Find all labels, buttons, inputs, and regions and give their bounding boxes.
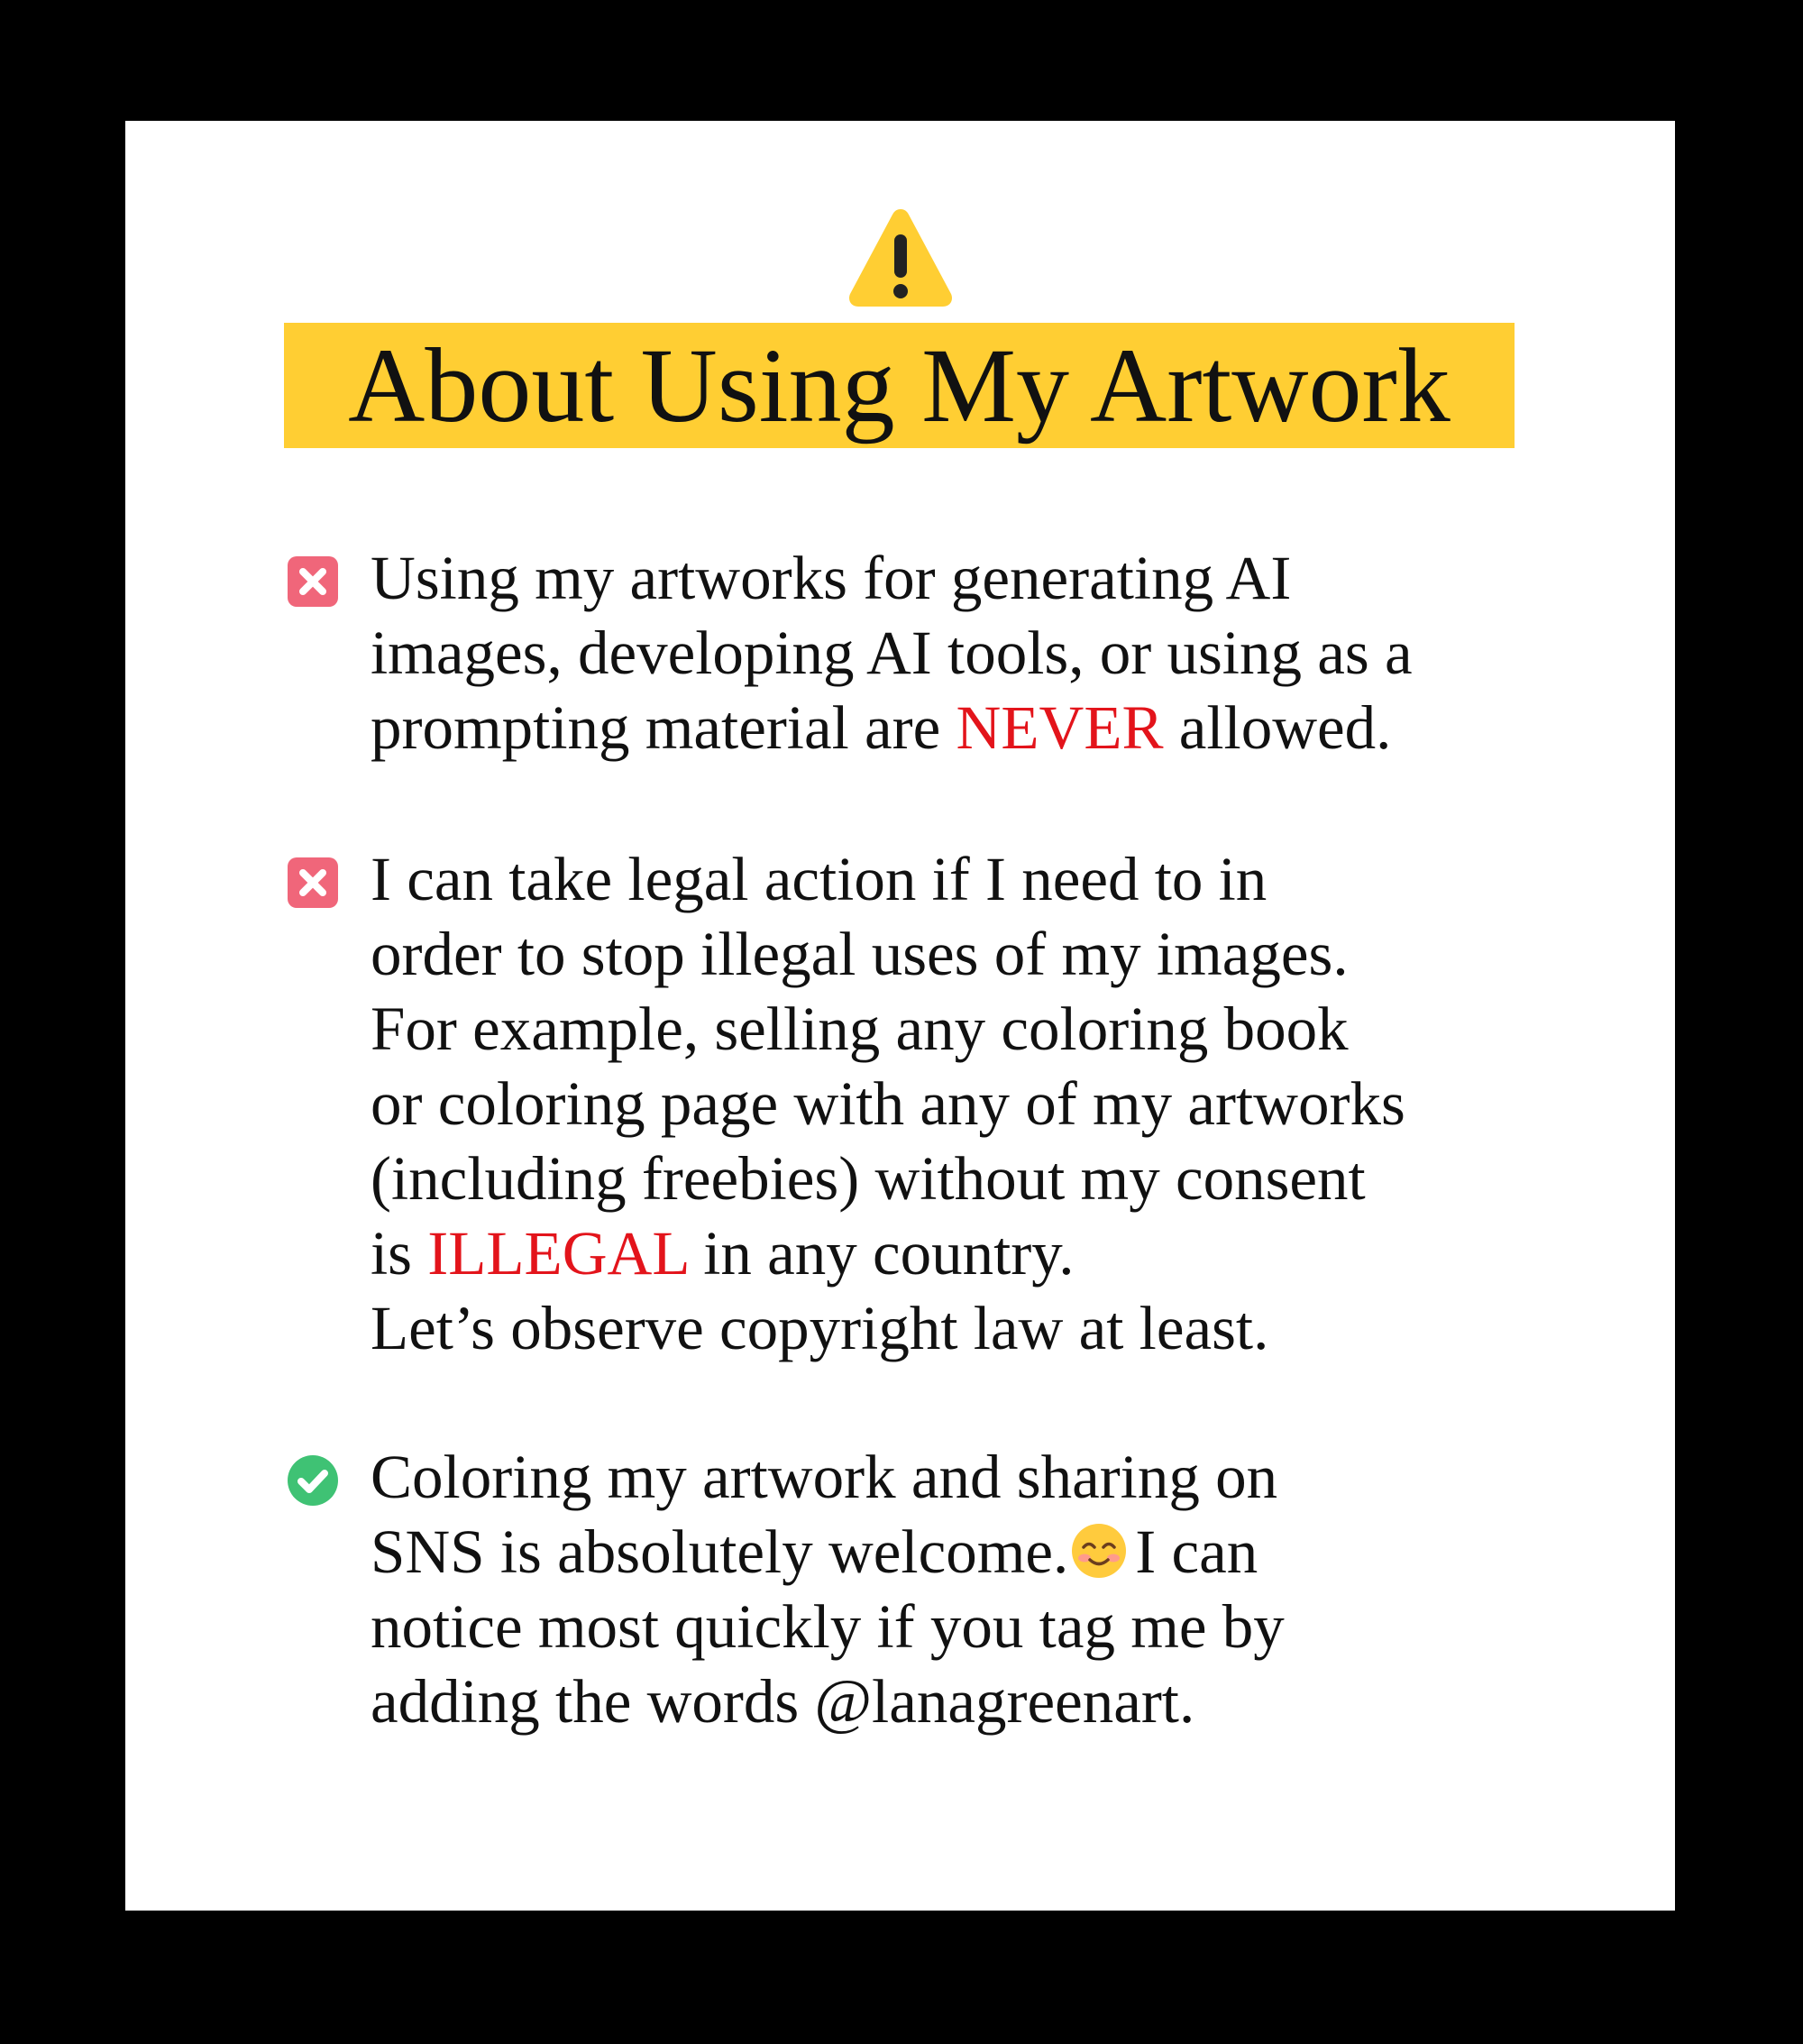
text-line: images, developing AI tools, or using as a <box>371 619 1413 687</box>
smiling-face-icon <box>1070 1522 1128 1580</box>
check-mark-icon <box>288 1455 338 1506</box>
text-line: (including freebies) without my consent <box>371 1144 1366 1213</box>
text-fragment: allowed. <box>1163 693 1392 762</box>
text-line: notice most quickly if you tag me by <box>371 1592 1285 1661</box>
emphasis-never: NEVER <box>956 693 1164 762</box>
text-line <box>371 1216 1560 1291</box>
text-fragment: prompting material are <box>371 693 956 762</box>
text-line: Using my artworks for generating AI <box>371 544 1292 612</box>
cross-mark-icon <box>288 857 338 908</box>
rule-text <box>371 842 1560 1366</box>
rule-text <box>371 541 1560 765</box>
text-fragment: I can <box>1135 1517 1258 1586</box>
text-line <box>371 691 1560 765</box>
text-fragment: SNS is absolutely welcome. <box>371 1517 1069 1586</box>
page-title: About Using My Artwork <box>348 326 1451 445</box>
text-line: I can take legal action if I need to in <box>371 845 1268 913</box>
cross-mark-icon <box>288 556 338 607</box>
text-line: adding the words @lanagreenart. <box>371 1667 1195 1736</box>
text-line <box>371 1515 1560 1590</box>
rule-text <box>371 1440 1560 1739</box>
text-line: order to stop illegal uses of my images. <box>371 920 1349 988</box>
text-line: or coloring page with any of my artworks <box>371 1069 1405 1138</box>
title-highlight <box>284 323 1515 448</box>
warning-icon <box>847 204 955 310</box>
emphasis-illegal: ILLEGAL <box>427 1219 688 1288</box>
text-fragment: is <box>371 1219 428 1288</box>
text-line: Let’s observe copyright law at least. <box>371 1294 1269 1362</box>
text-fragment: in any country. <box>687 1219 1075 1288</box>
text-line: For example, selling any coloring book <box>371 995 1349 1063</box>
text-line: Coloring my artwork and sharing on <box>371 1443 1278 1511</box>
